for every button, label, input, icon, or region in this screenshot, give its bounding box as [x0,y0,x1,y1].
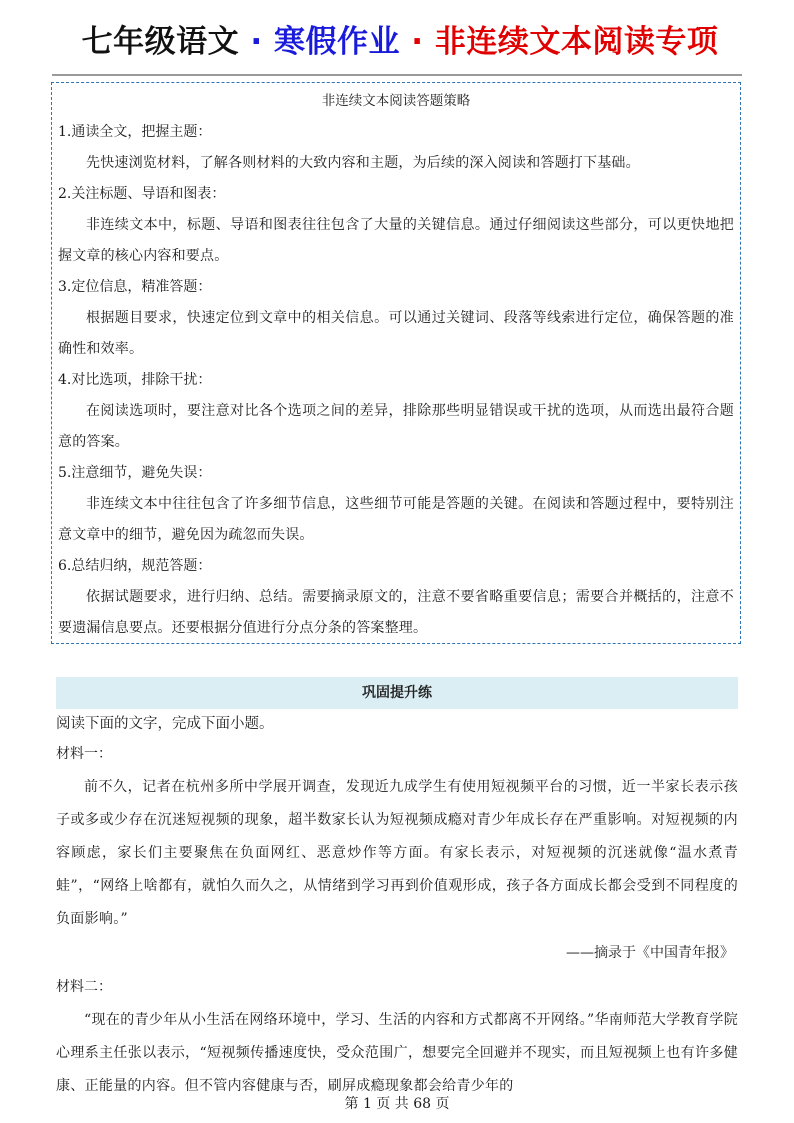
material-label: 材料一： [56,746,112,762]
strategy-text: 非连续文本中，标题、导语和图表往往包含了大量的关键信息。通过仔细阅读这些部分，可以更快地把握文章的核心内容和要点。 [58,217,734,264]
strategy-heading: 1.通读全文，把握主题： [58,124,212,140]
strategy-item [58,179,734,272]
strategy-text: 非连续文本中往往包含了许多细节信息，这些细节可能是答题的关键。在阅读和答题过程中，要特别注意文章中的细节，避免因为疏忽而失误。 [58,496,734,543]
strategy-text: 依据试题要求，进行归纳、总结。需要摘录原文的，注意不要省略重要信息；需要合并概括的，注意不要遗漏信息要点。还要根据分值进行分点分条的答案整理。 [58,589,734,636]
material-source: ——摘录于《中国青年报》 [566,945,734,961]
page-number: 第 1 页 共 68 页 [344,1096,450,1112]
page-title [50,18,750,66]
title-divider [52,74,742,76]
strategy-item [58,458,734,551]
strategy-text: 在阅读选项时，要注意对比各个选项之间的差异，排除那些明显错误或干扰的选项，从而选出最符合题意的答案。 [58,403,734,450]
strategy-heading: 3.定位信息，精准答题： [58,279,212,295]
reading-section [56,711,738,1103]
strategy-title: 非连续文本阅读答题策略 [321,93,471,109]
title-separator: · [411,24,424,60]
title-subject: 七年级语文 [81,24,240,60]
strategy-heading: 2.关注标题、导语和图表： [58,186,226,202]
strategy-box [51,82,741,644]
strategy-heading: 6.总结归纳，规范答题： [58,558,212,574]
title-topic: 非连续文本阅读专项 [434,24,719,60]
strategy-heading: 5.注意细节，避免失误： [58,465,212,481]
strategy-heading: 4.对比选项，排除干扰： [58,372,212,388]
strategy-item [58,272,734,365]
section-banner: 巩固提升练 [56,677,738,709]
strategy-item [58,365,734,458]
strategy-text: 先快速浏览材料，了解各则材料的大致内容和主题，为后续的深入阅读和答题打下基础。 [86,155,640,171]
material-text: 前不久，记者在杭州多所中学展开调查，发现近九成学生有使用短视频平台的习惯，近一半家长表示孩子或多或少存在沉迷短视频的现象，超半数家长认为短视频成瘾对青少年成长存在严重影响。对短视频的内容顾虑，家长们主要聚焦在负面网红、恶意炒作等方面。有家长表示，对短视频的沉迷就像“温水煮青蛙”，“网络上啥都有，就怕久而久之，从情绪到学习再到价值观形成，孩子各方面成长都会受到不同程度的负面影响。” [56,779,738,927]
page-header [50,18,750,66]
material-label: 材料二： [56,979,112,995]
strategy-item [58,117,734,179]
title-separator: · [250,24,263,60]
instruction: 阅读下面的文字，完成下面小题。 [56,716,274,732]
strategy-text: 根据题目要求，快速定位到文章中的相关信息。可以通过关键词、段落等线索进行定位，确保答题的准确性和效率。 [58,310,734,357]
strategy-item [58,551,734,644]
title-assignment: 寒假作业 [274,24,400,60]
material-text: “现在的青少年从小生活在网络环境中，学习、生活的内容和方式都离不开网络。”华南师范大学教育学院心理系主任张以表示，“短视频传播速度快，受众范围广，想要完全回避并不现实，而且短视频上也有许多健康、正能量的内容。但不管内容健康与否，刷屏成瘾现象都会给青少年的 [56,1012,738,1094]
